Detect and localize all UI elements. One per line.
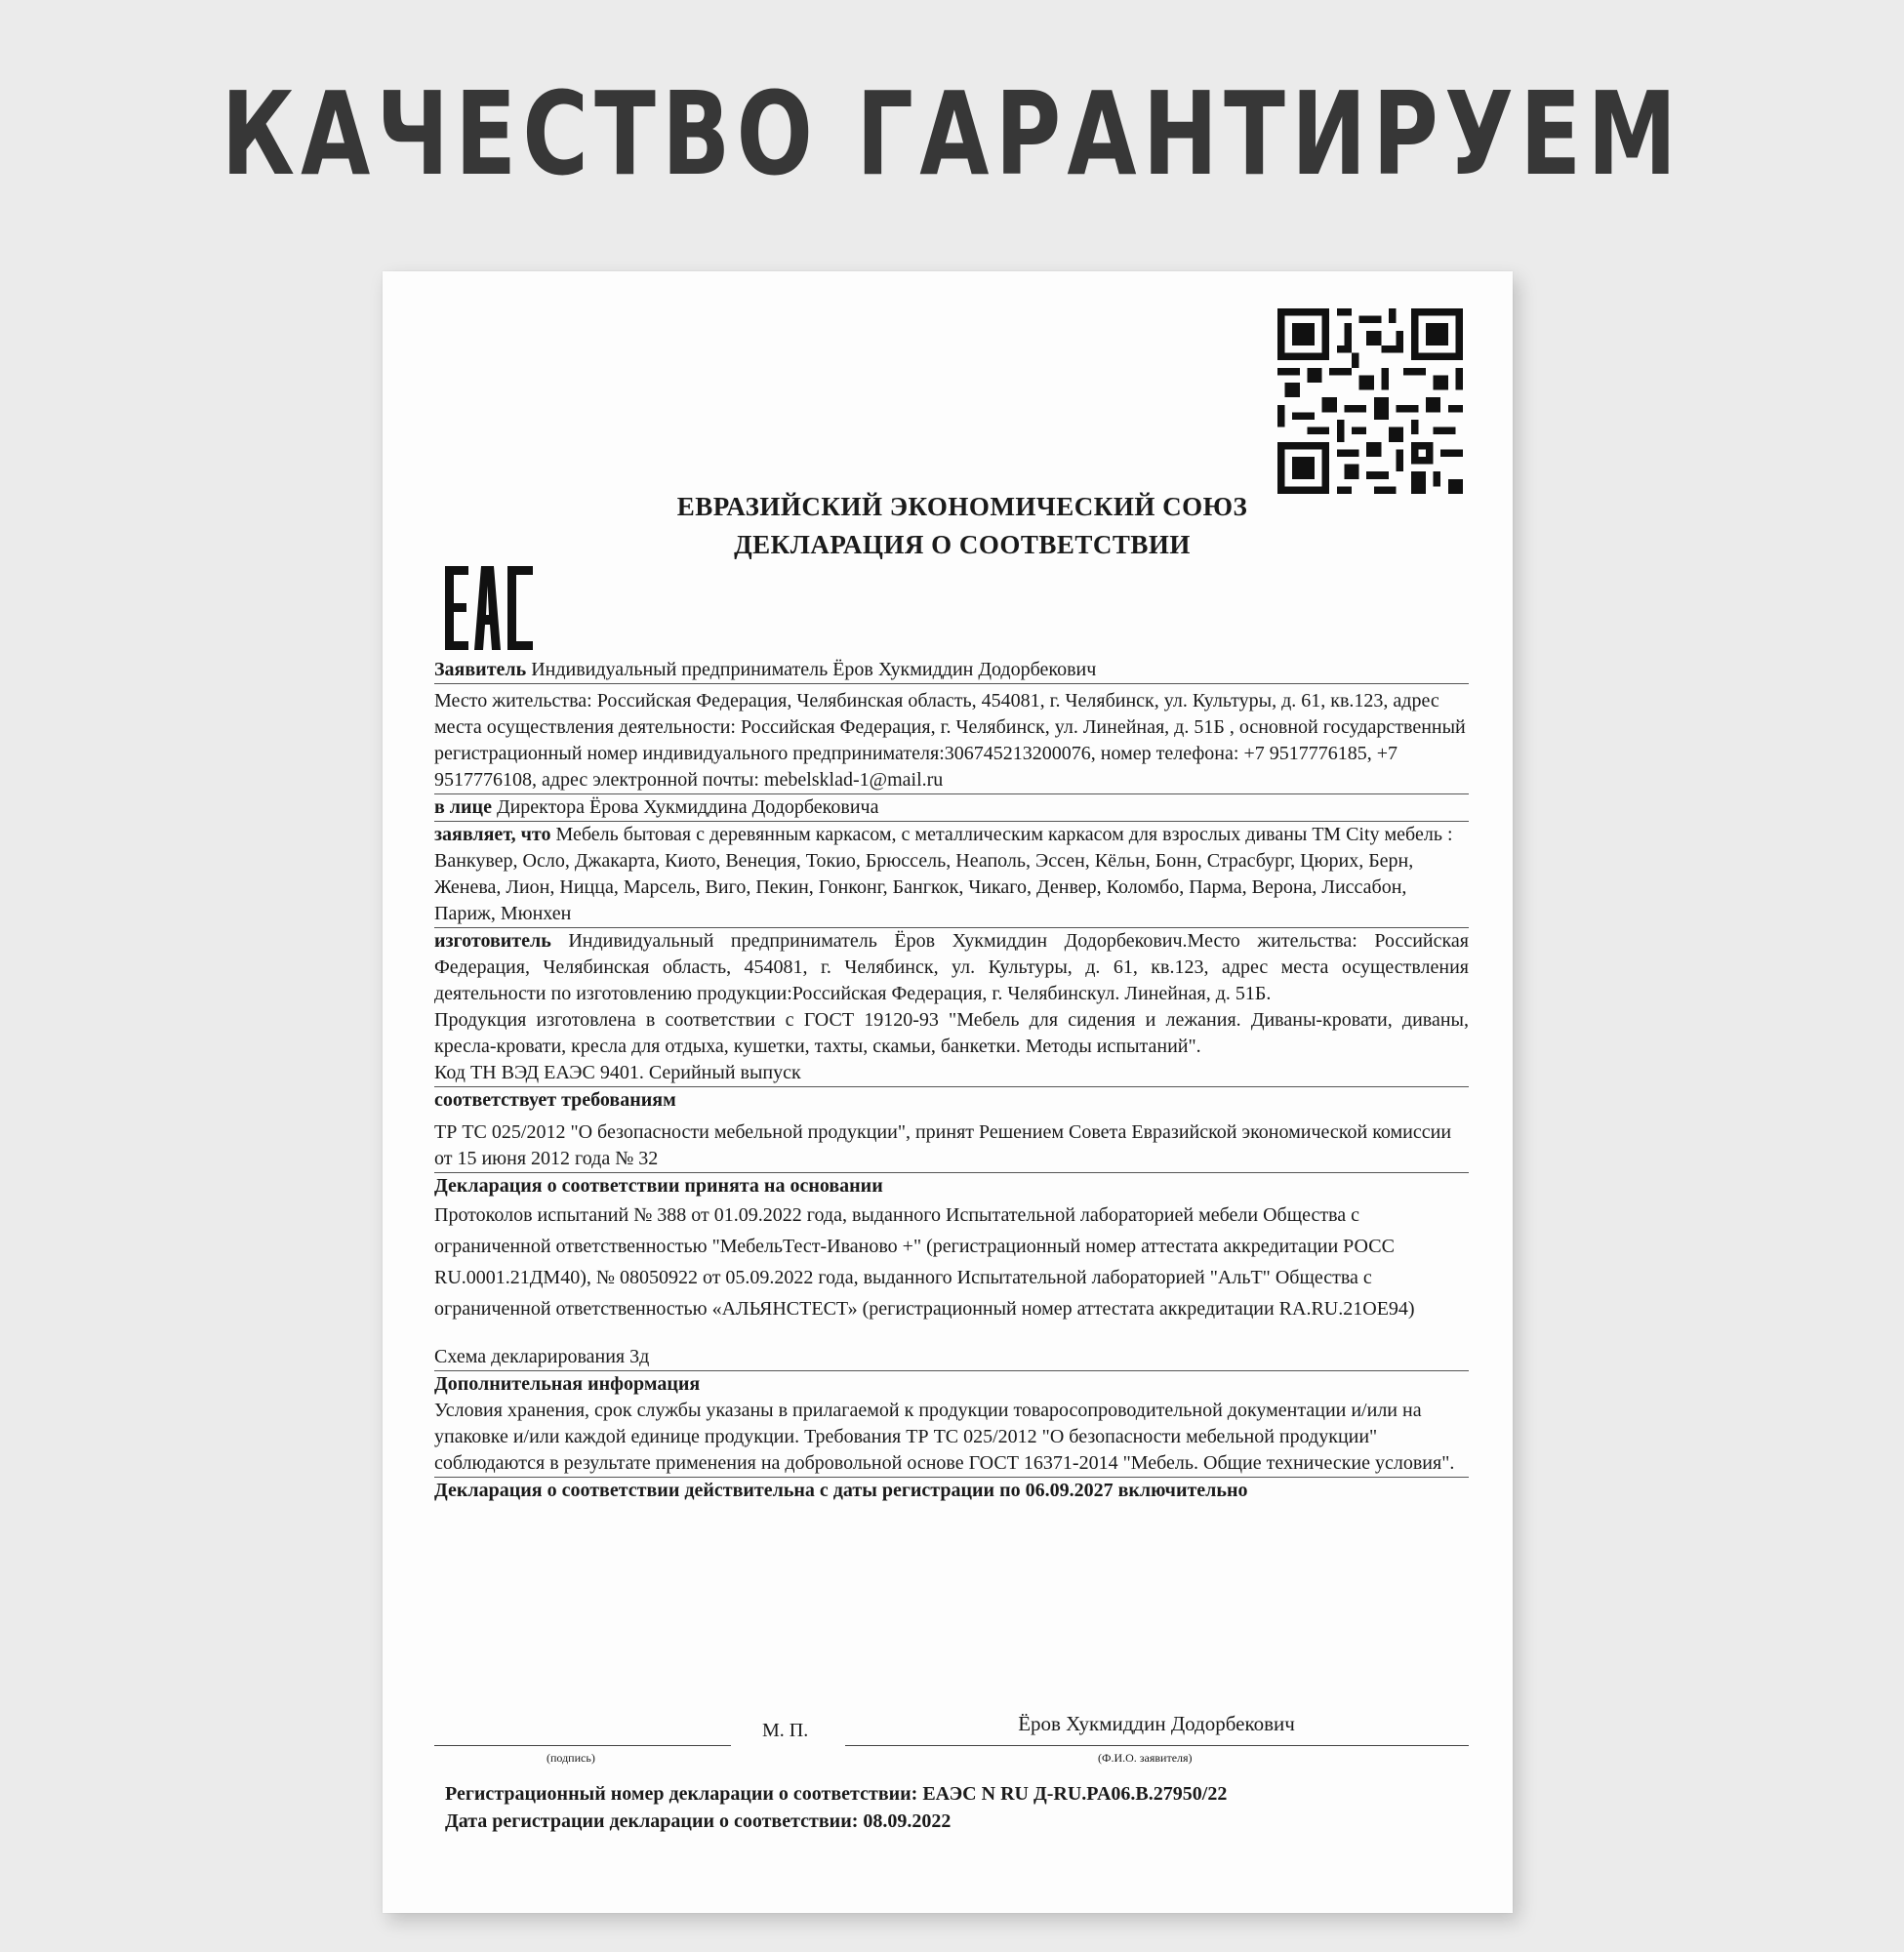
basis-value: Протоколов испытаний № 388 от 01.09.2022 года, выданного Испытательной лабораторией мебели Общества с ограниченной ответственностью "МебельТест-Иваново +" (регистрационный номер аттестата аккредитации РОСС RU.0001.21ДМ40), № 08050922 от 05.09.2022 года, выданного Испытательной лабораторией "АльТ" Общества с ограниченной ответственностью «АЛЬЯНСТЕСТ» (регистрационный номер аттестата аккредитации RA.RU.21ОЕ94) bbox=[434, 1204, 1415, 1320]
declares-value: Мебель бытовая с деревянным каркасом, с металлическим каркасом для взрослых диваны ТМ City мебель : Ванкувер, Осло, Джакарта, Киото, Венеция, Токио, Брюссель, Неаполь, Эссен, Кёльн, Бонн, Страсбург, Цюрих, Берн, Женева, Лион, Ницца, Марсель, Виго, Пекин, Гонконг, Бангкок, Чикаго, Денвер, Коломбо, Парма, Верона, Лиссабон, Париж, Мюнхен bbox=[434, 824, 1453, 924]
applicant-label: Заявитель bbox=[434, 659, 527, 680]
scheme-line: Схема декларирования 3д bbox=[434, 1344, 1469, 1371]
registration-block bbox=[445, 1780, 1479, 1835]
conforms-label: соответствует требованиям bbox=[434, 1089, 676, 1111]
manufacturer-label: изготовитель bbox=[434, 930, 551, 952]
union-heading: ЕВРАЗИЙСКИЙ ЭКОНОМИЧЕСКИЙ СОЮЗ bbox=[676, 492, 1248, 521]
manufacturer-section bbox=[434, 928, 1469, 1007]
name-caption: (Ф.И.О. заявителя) bbox=[1098, 1751, 1193, 1765]
qr-code-icon bbox=[1277, 308, 1463, 494]
gost-statement: Продукция изготовлена в соответствии с ГОСТ 19120-93 "Мебель для сидения и лежания. Диваны-кровати, диваны, кресла-кровати, кресла для отдыха, кушетки, тахты, скамьи, банкетки. Методы испытаний". bbox=[434, 1009, 1469, 1057]
declaration-body bbox=[434, 657, 1469, 1504]
representative-section bbox=[434, 794, 1469, 822]
signature-row bbox=[434, 1706, 1469, 1774]
applicant-value: Индивидуальный предприниматель Ёров Хукмиддин Додорбекович bbox=[531, 659, 1097, 680]
basis-label: Декларация о соответствии принята на основании bbox=[434, 1175, 883, 1197]
manufacturer-value: Индивидуальный предприниматель Ёров Хукмиддин Додорбекович.Место жительства: Российская Федерация, Челябинская область, 454081, г. Челябинск, ул. Культуры, д. 61, кв.123, адрес места осуществления деятельности по изготовлению продукции:Российская Федерация, г. Челябинскул. Линейная, д. 51Б. bbox=[434, 930, 1469, 1004]
document-title: ДЕКЛАРАЦИЯ О СООТВЕТСТВИИ bbox=[734, 530, 1191, 559]
declaration-document bbox=[383, 271, 1513, 1913]
eac-logo bbox=[445, 566, 533, 650]
extra-info-label: Дополнительная информация bbox=[434, 1373, 701, 1395]
declares-section bbox=[434, 822, 1469, 928]
validity-line: Декларация о соответствии действительна с даты регистрации по 06.09.2027 включительно bbox=[434, 1480, 1248, 1501]
applicant-section bbox=[434, 657, 1469, 684]
signature-line bbox=[434, 1745, 731, 1746]
registration-number: Регистрационный номер декларации о соответствии: ЕАЭС N RU Д-RU.PA06.B.27950/22 bbox=[445, 1783, 1228, 1805]
name-line bbox=[845, 1745, 1469, 1746]
tnved-code: Код ТН ВЭД ЕАЭС 9401. Серийный выпуск bbox=[434, 1060, 1469, 1087]
headline-banner: КАЧЕСТВО ГАРАНТИРУЕМ bbox=[221, 66, 1683, 201]
declares-label: заявляет, что bbox=[434, 824, 551, 845]
signer-name: Ёров Хукмиддин Додорбекович bbox=[1018, 1712, 1295, 1735]
stamp-mark: М. П. bbox=[762, 1720, 809, 1741]
representative-label: в лице bbox=[434, 796, 492, 818]
residence-section: Место жительства: Российская Федерация, Челябинская область, 454081, г. Челябинск, ул. Культуры, д. 61, кв.123, адрес места осуществления деятельности: Российская Федерация, г. Челябинск, ул. Линейная, д. 51Б , основной государственный регистрационный номер индивидуального предпринимателя:306745213200076, номер телефона: +7 9517776185, +7 9517776108, адрес электронной почты: mebelsklad-1@mail.ru bbox=[434, 688, 1469, 794]
signature-caption: (подпись) bbox=[547, 1751, 595, 1765]
extra-info-value: Условия хранения, срок службы указаны в прилагаемой к продукции товаросопроводительной документации и/или на упаковке и/или каждой единице продукции. Требования ТР ТС 025/2012 "О безопасности мебельной продукции" соблюдаются в результате применения на добровольной основе ГОСТ 16371-2014 "Мебель. Общие технические условия". bbox=[434, 1398, 1469, 1478]
conforms-value: ТР ТС 025/2012 "О безопасности мебельной продукции", принят Решением Совета Евразийской экономической комиссии от 15 июня 2012 года № 32 bbox=[434, 1119, 1469, 1173]
representative-value: Директора Ёрова Хукмиддина Додорбековича bbox=[496, 796, 879, 818]
registration-date: Дата регистрации декларации о соответствии: 08.09.2022 bbox=[445, 1810, 952, 1832]
